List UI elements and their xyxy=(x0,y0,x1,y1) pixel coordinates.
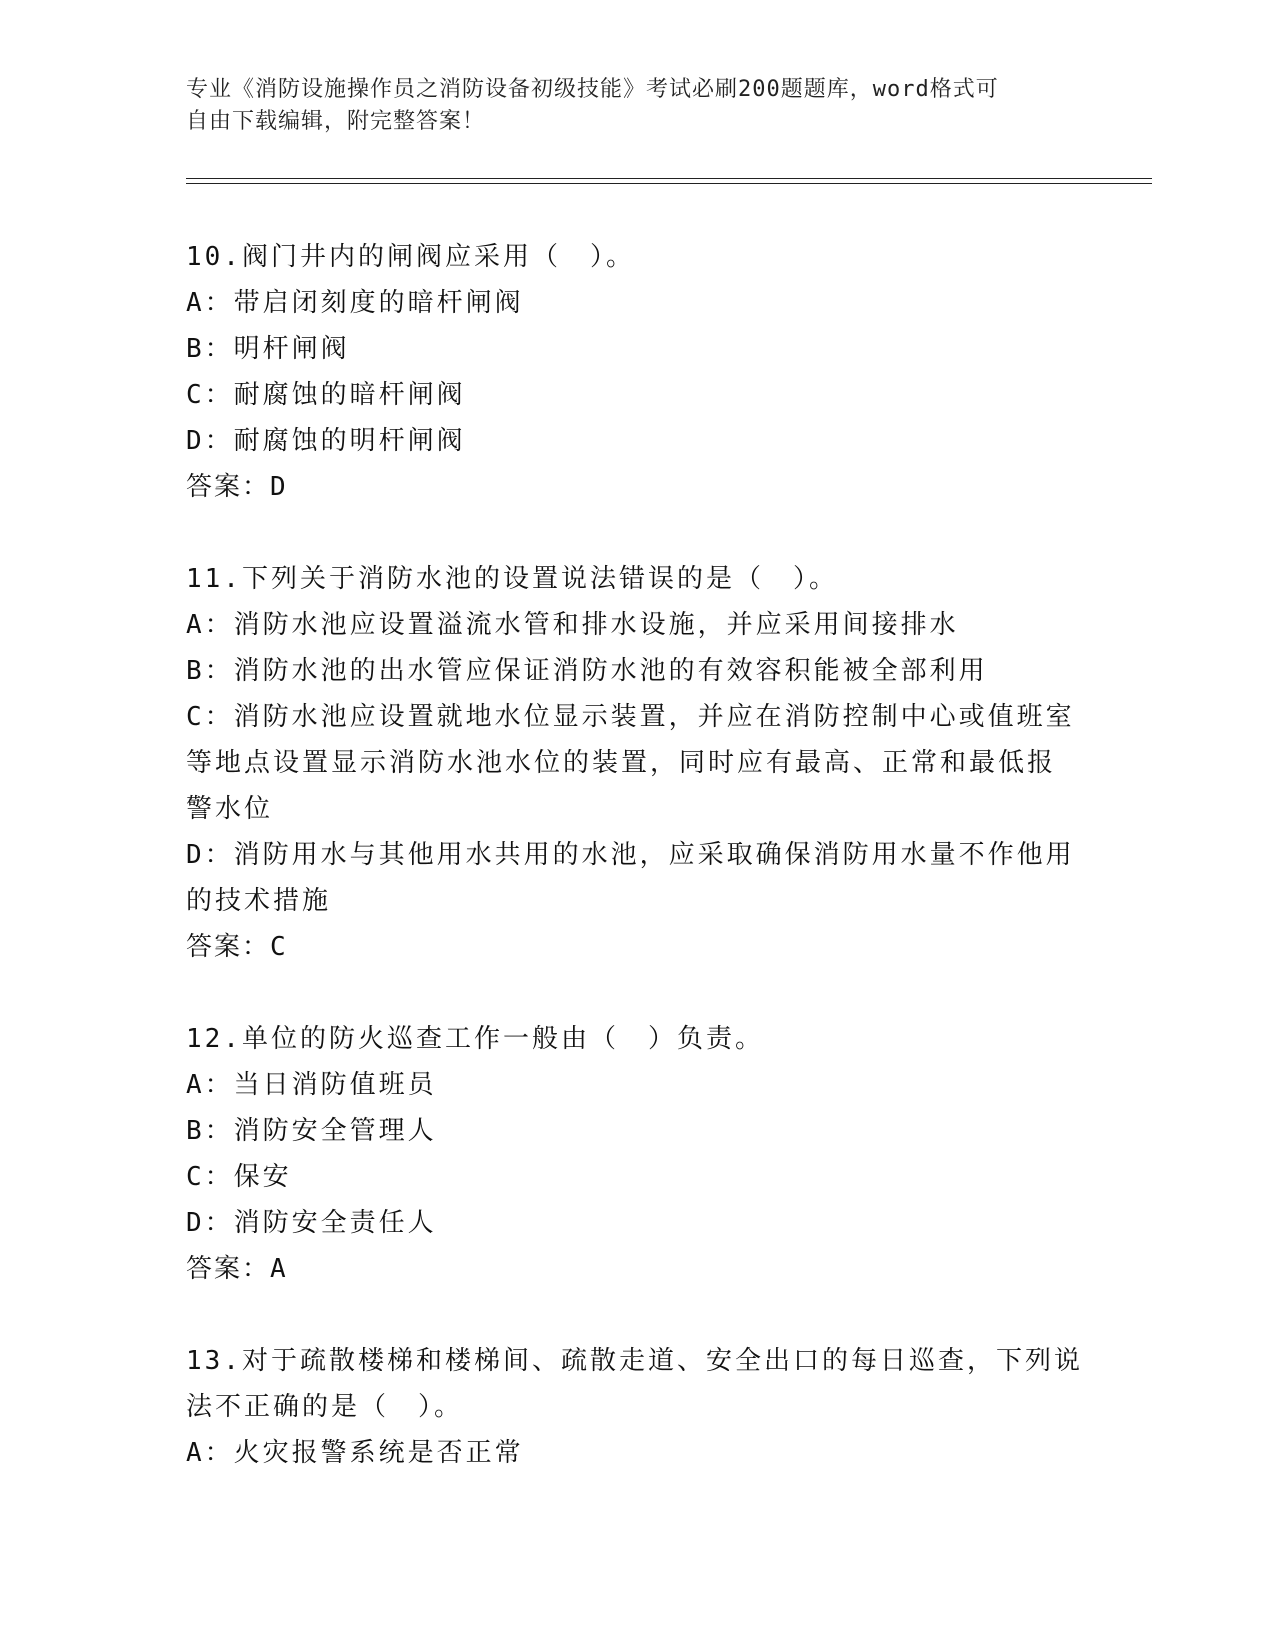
option-text: 警水位 xyxy=(186,794,274,824)
answer-text: 答案：D xyxy=(186,472,288,502)
option-text: B：消防安全管理人 xyxy=(186,1116,437,1146)
question-text: 13.对于疏散楼梯和楼梯间、疏散走道、安全出口的每日巡查，下列说 xyxy=(186,1346,1083,1376)
option-text: C：保安 xyxy=(186,1162,292,1192)
question-list xyxy=(186,234,1083,1522)
question-block xyxy=(186,556,1075,970)
option-text: A：火灾报警系统是否正常 xyxy=(186,1438,524,1468)
question-block xyxy=(186,1338,1083,1476)
option-text: B：明杆闸阀 xyxy=(186,334,350,364)
option-text: 等地点设置显示消防水池水位的装置，同时应有最高、正常和最低报 xyxy=(186,748,1057,778)
question-text: 11.下列关于消防水池的设置说法错误的是（ ）。 xyxy=(186,564,838,594)
question-text: 12.单位的防火巡查工作一般由（ ）负责。 xyxy=(186,1024,764,1054)
question-text: 10.阀门井内的闸阀应采用（ ）。 xyxy=(186,242,635,272)
answer-text: 答案：A xyxy=(186,1254,288,1284)
question-block xyxy=(186,234,1066,510)
option-text: D：消防用水与其他用水共用的水池，应采取确保消防用水量不作他用 xyxy=(186,840,1075,870)
document-header xyxy=(186,74,1066,138)
option-text: A：带启闭刻度的暗杆闸阀 xyxy=(186,288,524,318)
option-text: D：消防安全责任人 xyxy=(186,1208,437,1238)
option-text: A：消防水池应设置溢流水管和排水设施，并应采用间接排水 xyxy=(186,610,959,640)
header-divider-top xyxy=(186,178,1152,179)
option-text: C：耐腐蚀的暗杆闸阀 xyxy=(186,380,466,410)
header-divider-bottom xyxy=(186,183,1152,184)
question-block xyxy=(186,1016,1066,1292)
option-text: C：消防水池应设置就地水位显示装置，并应在消防控制中心或值班室 xyxy=(186,702,1075,732)
header-line-1: 专业《消防设施操作员之消防设备初级技能》考试必刷200题题库，word格式可 xyxy=(186,77,999,102)
option-text: B：消防水池的出水管应保证消防水池的有效容积能被全部利用 xyxy=(186,656,988,686)
option-text: D：耐腐蚀的明杆闸阀 xyxy=(186,426,466,456)
option-text: A：当日消防值班员 xyxy=(186,1070,437,1100)
question-text: 法不正确的是（ ）。 xyxy=(186,1392,464,1422)
header-line-2: 自由下载编辑，附完整答案！ xyxy=(186,109,486,134)
answer-text: 答案：C xyxy=(186,932,288,962)
option-text: 的技术措施 xyxy=(186,886,332,916)
